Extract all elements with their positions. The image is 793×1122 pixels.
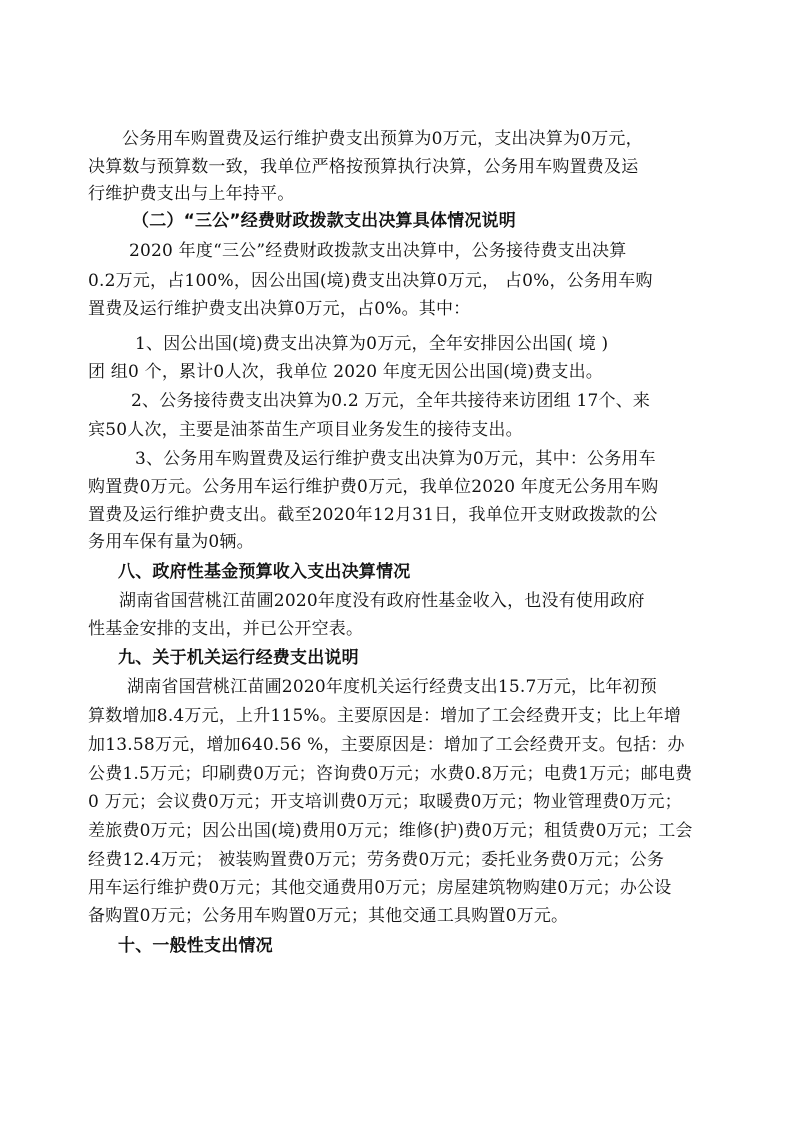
paragraph-line: 经费12.4万元； 被装购置费0万元；劳务费0万元；委托业务费0万元；公务 (88, 850, 665, 870)
section-heading: （二）“三公”经费财政拨款支出决算具体情况说明 (132, 211, 516, 231)
paragraph-line: 团 组0 个，累计0人次，我单位 2020 年度无因公出国(境)费支出。 (88, 362, 603, 382)
paragraph-line: 置费及运行维护费支出。截至2020年12月31日，我单位开支财政拨款的公 (88, 505, 658, 525)
paragraph-line: 置费及运行维护费支出决算0万元，占0%。其中： (88, 299, 471, 319)
paragraph-line: 用车运行维护费0万元；其他交通费用0万元；房屋建筑物购建0万元；办公设 (88, 878, 672, 898)
paragraph-line: 加13.58万元，增加640.56 %，主要原因是：增加了工会经费开支。包括：办 (88, 735, 685, 755)
paragraph-line: 行维护费支出与上年持平。 (88, 184, 295, 204)
paragraph-line: 1、因公出国(境)费支出决算为0万元，全年安排因公出国( 境 ) (135, 334, 609, 354)
section-heading: 十、一般性支出情况 (118, 936, 273, 956)
section-heading: 八、政府性基金预算收入支出决算情况 (118, 562, 411, 582)
paragraph-line: 宾50人次，主要是油茶苗生产项目业务发生的接待支出。 (88, 420, 523, 440)
paragraph-line: 3、公务用车购置费及运行维护费支出决算为0万元，其中：公务用车 (135, 449, 656, 469)
paragraph-line: 算数增加8.4万元，上升115%。主要原因是：增加了工会经费开支；比上年增 (88, 706, 682, 726)
paragraph-line: 购置费0万元。公务用车运行维护费0万元，我单位2020 年度无公务用车购 (88, 477, 659, 497)
paragraph-line: 0 万元；会议费0万元；开支培训费0万元；取暖费0万元；物业管理费0万元； (88, 792, 682, 812)
paragraph-line: 决算数与预算数一致，我单位严格按预算执行决算，公务用车购置费及运 (88, 157, 639, 177)
paragraph-line: 备购置0万元；公务用车购置0万元；其他交通工具购置0万元。 (88, 906, 569, 926)
paragraph-line: 湖南省国营桃江苗圃2020年度机关运行经费支出15.7万元，比年初预 (127, 677, 657, 697)
paragraph-line: 性基金安排的支出，并已公开空表。 (88, 619, 364, 639)
paragraph-line: 湖南省国营桃江苗圃2020年度没有政府性基金收入，也没有使用政府 (119, 591, 645, 611)
paragraph-line: 务用车保有量为0辆。 (88, 532, 254, 552)
paragraph-line: 差旅费0万元；因公出国(境)费用0万元；维修(护)费0万元；租赁费0万元；工会 (88, 821, 693, 841)
section-heading: 九、关于机关运行经费支出说明 (118, 648, 359, 668)
paragraph-line: 2、公务接待费支出决算为0.2 万元，全年共接待来访团组 17个、来 (131, 391, 651, 411)
paragraph-line: 公费1.5万元；印刷费0万元；咨询费0万元；水费0.8万元；电费1万元；邮电费 (88, 764, 693, 784)
paragraph-line: 0.2万元，占100%，因公出国(境)费支出决算0万元， 占0%，公务用车购 (88, 271, 653, 291)
paragraph-line: 2020 年度“三公”经费财政拨款支出决算中，公务接待费支出决算 (129, 241, 627, 261)
paragraph-line: 公务用车购置费及运行维护费支出预算为0万元，支出决算为0万元， (122, 129, 643, 149)
